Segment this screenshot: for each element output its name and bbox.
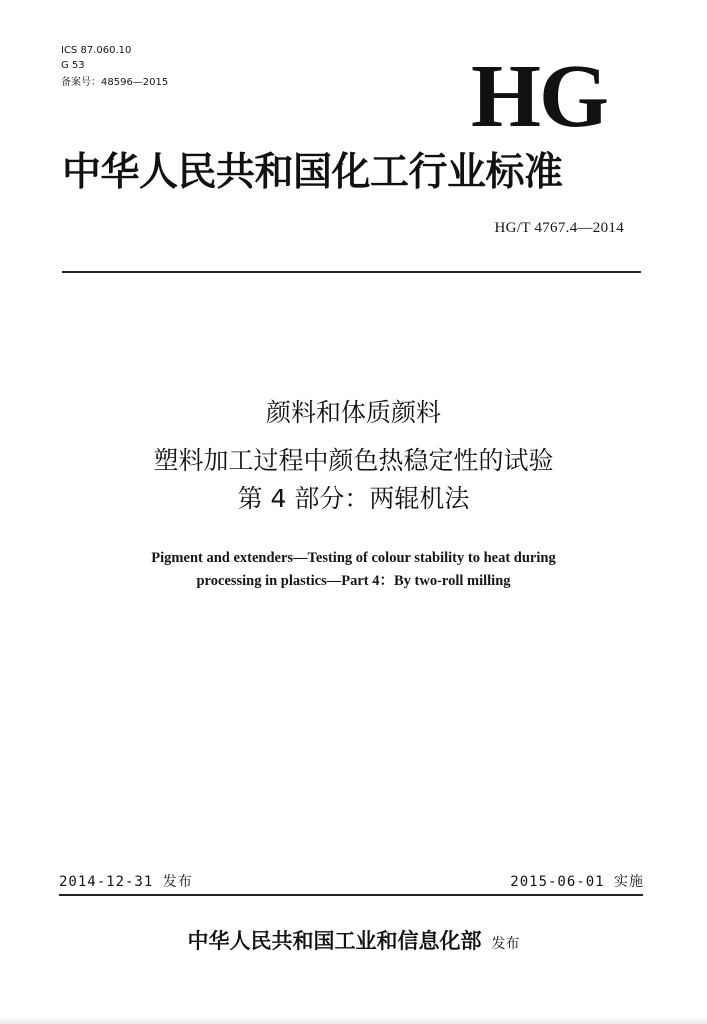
hg-logo: HG xyxy=(471,47,608,146)
bottom-divider xyxy=(59,894,643,896)
issuer-title: 中华人民共和国化工行业标准 xyxy=(62,149,563,195)
filing-number: 备案号：48596—2015 xyxy=(61,77,169,88)
release-label: 发布 xyxy=(491,936,520,952)
scan-edge xyxy=(0,1016,707,1024)
classification-code: G 53 xyxy=(61,60,85,71)
top-divider xyxy=(62,271,641,273)
cn-title-line3: 第 4 部分：两辊机法 xyxy=(237,484,470,513)
issue-date: 2014-12-31 发布 xyxy=(59,874,193,890)
publisher-line xyxy=(0,928,707,957)
en-title-line1: Pigment and extenders—Testing of colour stability to heat during xyxy=(151,550,556,566)
implementation-date: 2015-06-01 实施 xyxy=(510,874,644,890)
en-title-line2: processing in plastics—Part 4：By two-roll milling xyxy=(196,573,511,589)
cn-title-line2: 塑料加工过程中颜色热稳定性的试验 xyxy=(153,446,554,475)
publisher-name: 中华人民共和国工业和信息化部 xyxy=(187,928,482,953)
cn-title-line1: 颜料和体质颜料 xyxy=(265,398,441,427)
standard-code: HG/T 4767.4—2014 xyxy=(494,220,624,236)
ics-code: ICS 87.060.10 xyxy=(61,45,132,56)
